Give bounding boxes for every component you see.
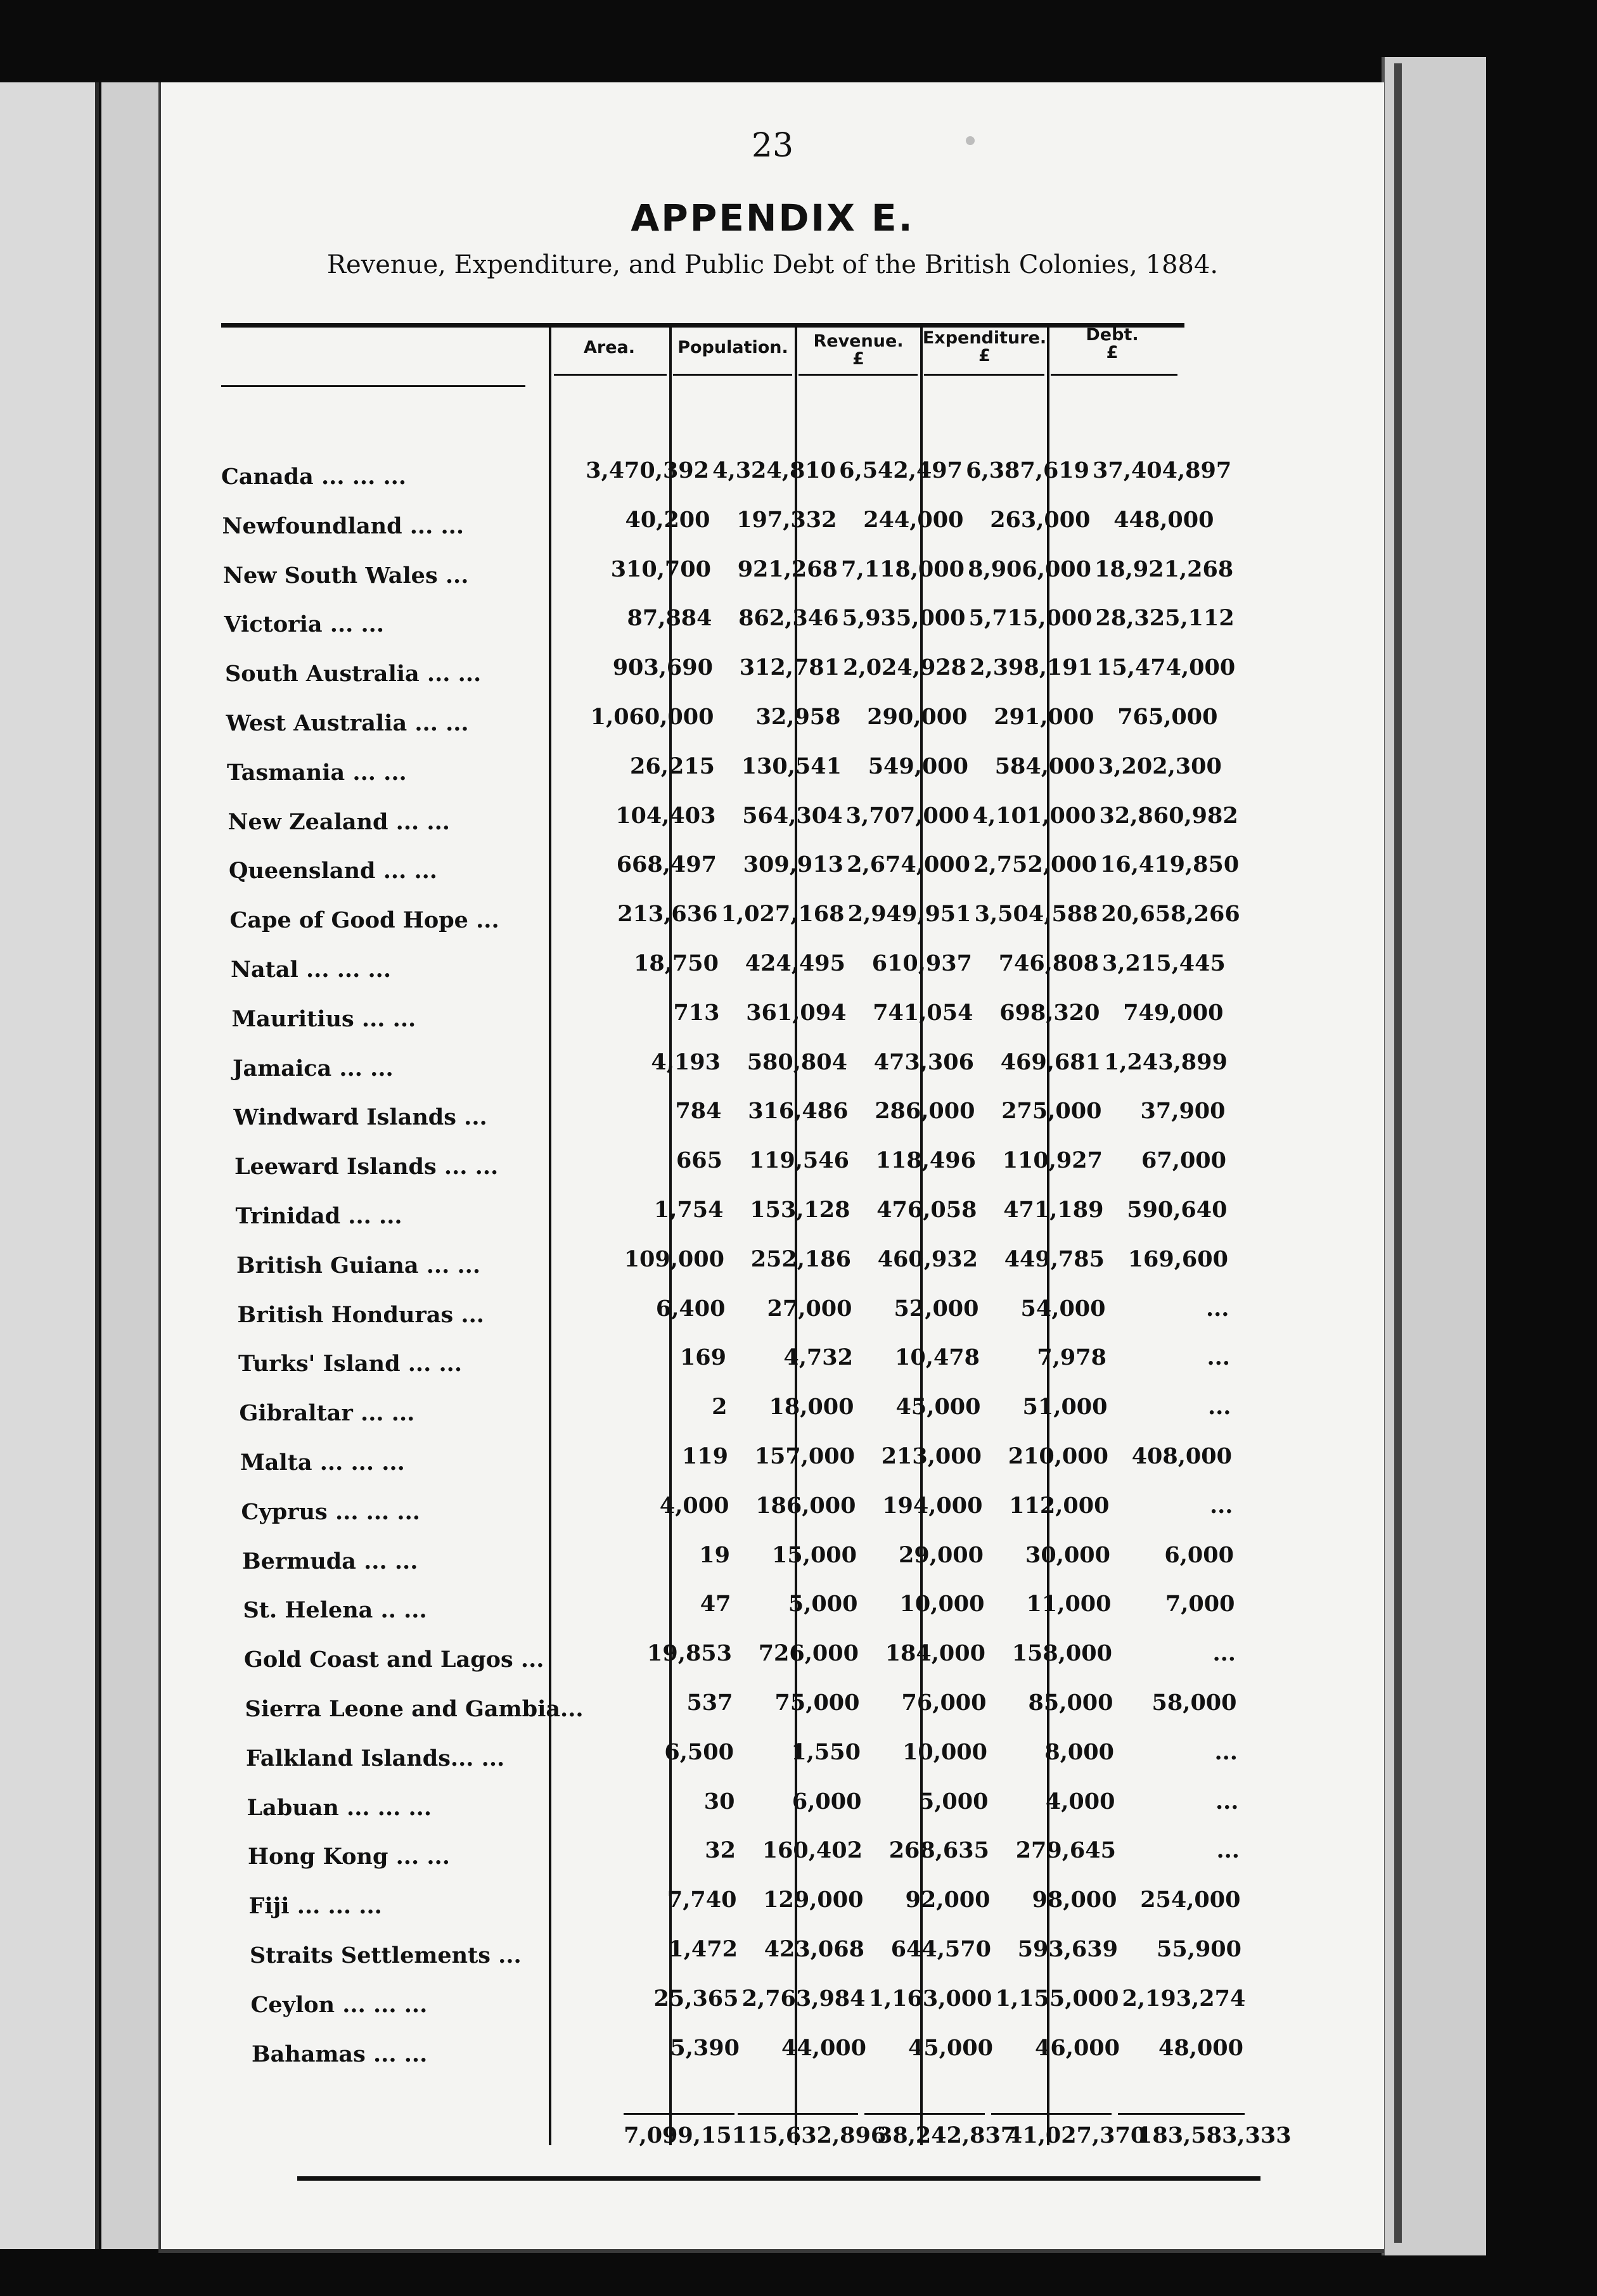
table-row	[227, 753, 1317, 803]
table-row	[241, 1493, 1331, 1542]
colony-area: 119	[681, 1443, 728, 1469]
table-row	[234, 1147, 1324, 1197]
colony-revenue: 549,000	[868, 753, 968, 779]
colony-debt: 67,000	[1141, 1147, 1226, 1174]
expenditure-header-label: Expenditure.	[922, 328, 1047, 348]
colony-revenue: 610,937	[871, 950, 972, 976]
table-row	[236, 1246, 1326, 1296]
colony-debt: ...	[1215, 1788, 1239, 1814]
colony-debt: 6,000	[1164, 1541, 1234, 1568]
colony-population: 75,000	[774, 1689, 860, 1716]
colony-population: 197,332	[736, 506, 837, 533]
table-row	[240, 1443, 1330, 1493]
colony-debt: 15,474,000	[1096, 654, 1236, 681]
page-binding-shadow	[1394, 63, 1402, 2243]
table-row	[224, 605, 1314, 654]
colony-revenue: 118,496	[875, 1147, 976, 1174]
colony-expenditure: 698,320	[999, 999, 1100, 1026]
colony-debt: 58,000	[1151, 1689, 1237, 1716]
colony-area: 1,472	[668, 1936, 738, 1962]
colony-expenditure: 210,000	[1008, 1443, 1108, 1469]
colony-debt: 37,900	[1140, 1098, 1226, 1125]
table-row	[246, 1739, 1336, 1789]
table-row	[238, 1344, 1328, 1394]
colony-debt: 448,000	[1113, 506, 1214, 533]
colony-area: 30	[703, 1788, 735, 1814]
colony-expenditure: 6,387,619	[966, 457, 1089, 483]
table-row	[245, 1690, 1335, 1739]
colony-name: Hong Kong ... ...	[248, 1844, 450, 1870]
table-row	[230, 901, 1320, 950]
colony-area: 4,193	[651, 1049, 721, 1075]
table-bottom-rule	[297, 2176, 1260, 2181]
colony-expenditure: 4,000	[1045, 1788, 1115, 1814]
colony-revenue: 92,000	[905, 1887, 991, 1913]
colony-revenue: 6,542,497	[839, 457, 963, 483]
colony-debt: 7,000	[1165, 1591, 1235, 1617]
colony-expenditure: 7,978	[1037, 1344, 1106, 1371]
colony-population: 2,763,984	[741, 1985, 866, 2012]
colony-debt: ...	[1205, 1295, 1229, 1322]
colony-name: Bermuda ... ...	[242, 1548, 418, 1574]
colony-population: 18,000	[769, 1394, 854, 1420]
header-rule-revenue	[798, 374, 918, 376]
colony-expenditure: 2,398,191	[970, 654, 1093, 681]
table-row	[226, 704, 1316, 753]
previous-page-edge	[0, 82, 99, 2249]
colony-name: Falkland Islands... ...	[246, 1745, 505, 1771]
colony-area: 18,750	[634, 950, 719, 976]
colony-expenditure: 158,000	[1011, 1640, 1112, 1667]
colony-expenditure: 4,101,000	[972, 802, 1096, 829]
colony-name: Cape of Good Hope ...	[229, 907, 499, 934]
colony-revenue: 244,000	[863, 506, 964, 533]
colony-area: 6,500	[664, 1738, 734, 1765]
colony-name: New South Wales ...	[223, 562, 469, 589]
column-header-debt	[1049, 326, 1176, 362]
colony-debt: ...	[1207, 1394, 1231, 1420]
colony-debt: 37,404,897	[1093, 457, 1232, 483]
colony-debt: 1,243,899	[1104, 1049, 1228, 1075]
table-row	[233, 1049, 1323, 1099]
colony-name: Victoria ... ...	[224, 611, 385, 638]
colony-revenue: 290,000	[867, 703, 968, 730]
colony-debt: 48,000	[1158, 2034, 1243, 2061]
colony-area: 3,470,392	[586, 457, 709, 483]
colony-expenditure: 54,000	[1020, 1295, 1106, 1322]
colony-debt: 28,325,112	[1095, 605, 1235, 632]
table-row	[221, 457, 1311, 507]
colony-area: 40,200	[625, 506, 710, 533]
colony-expenditure: 275,000	[1001, 1098, 1102, 1125]
colony-area: 7,740	[667, 1887, 737, 1913]
colony-name: Natal ... ... ...	[231, 956, 392, 983]
colony-name: Tasmania ... ...	[227, 759, 407, 786]
table-row	[225, 654, 1315, 704]
totals-row	[221, 2122, 1311, 2160]
colony-name: Queensland ... ...	[229, 858, 437, 884]
colony-revenue: 45,000	[908, 2034, 993, 2061]
colony-expenditure: 469,681	[1000, 1049, 1101, 1075]
colony-revenue: 52,000	[894, 1295, 979, 1322]
totals-rule-expenditure	[991, 2113, 1112, 2115]
colony-revenue: 10,478	[895, 1344, 980, 1371]
table-caption: Revenue, Expenditure, and Public Debt of the British Colonies, 1884.	[326, 250, 1219, 279]
colony-population: 157,000	[754, 1443, 855, 1469]
colony-area: 6,400	[655, 1295, 726, 1322]
colony-expenditure: 1,155,000	[995, 1985, 1119, 2012]
colony-debt: 20,658,266	[1101, 901, 1240, 928]
totals-rule-population	[738, 2113, 858, 2115]
colony-name: South Australia ... ...	[225, 661, 482, 687]
colony-population: 564,304	[742, 802, 843, 829]
colony-name: St. Helena .. ...	[243, 1597, 427, 1624]
colony-revenue: 2,024,928	[843, 654, 966, 681]
colony-name: Ceylon ... ... ...	[250, 1991, 428, 2018]
colony-name: Turks' Island ... ...	[238, 1351, 463, 1377]
colony-name: West Australia ... ...	[226, 710, 469, 736]
colony-revenue: 76,000	[901, 1689, 987, 1716]
colony-expenditure: 5,715,000	[968, 605, 1093, 632]
population-header-label: Population.	[677, 338, 788, 357]
colony-revenue: 286,000	[875, 1098, 975, 1125]
colony-population: 862,346	[738, 605, 839, 632]
column-header-revenue	[797, 333, 920, 369]
total-debt: 183,583,333	[1137, 2122, 1292, 2148]
colony-revenue: 45,000	[895, 1394, 981, 1420]
paper-blemish	[966, 136, 975, 145]
colony-population: 5,000	[788, 1591, 858, 1617]
total-area: 7,099,151	[624, 2122, 747, 2148]
colony-revenue: 5,935,000	[842, 605, 966, 632]
colony-population: 580,804	[747, 1049, 847, 1075]
colony-debt: 32,860,982	[1099, 802, 1238, 829]
colony-area: 213,636	[617, 901, 718, 928]
area-header-label: Area.	[584, 338, 635, 357]
colony-expenditure: 2,752,000	[973, 851, 1097, 878]
colony-revenue: 2,949,951	[847, 901, 972, 928]
total-expenditure: 41,027,370	[1007, 2122, 1146, 2148]
colony-population: 424,495	[745, 950, 845, 976]
colony-population: 153,128	[750, 1196, 850, 1223]
previous-page-margin	[101, 82, 158, 2249]
colony-area: 87,884	[627, 605, 712, 632]
colony-revenue: 10,000	[902, 1738, 987, 1765]
colony-revenue: 29,000	[899, 1541, 984, 1568]
colony-revenue: 213,000	[881, 1443, 982, 1469]
table-top-rule	[221, 323, 1184, 328]
colony-name: Gibraltar ... ...	[239, 1400, 415, 1427]
colony-revenue: 2,674,000	[847, 851, 970, 878]
colony-revenue: 7,118,000	[841, 556, 965, 582]
colony-revenue: 10,000	[899, 1591, 985, 1617]
table-row	[248, 1837, 1338, 1887]
colony-population: 361,094	[746, 999, 847, 1026]
colony-expenditure: 11,000	[1026, 1591, 1112, 1617]
colony-expenditure: 746,808	[998, 950, 1099, 976]
colony-area: 5,390	[670, 2034, 740, 2061]
colony-name: Trinidad ... ...	[235, 1202, 402, 1229]
column-header-population	[671, 339, 795, 357]
table-row	[234, 1098, 1324, 1147]
colony-revenue: 194,000	[882, 1492, 983, 1519]
colony-area: 4,000	[659, 1492, 729, 1519]
colony-expenditure: 85,000	[1028, 1689, 1113, 1716]
name-column-rule	[221, 385, 525, 387]
colony-name: Canada ... ... ...	[221, 464, 407, 490]
totals-rule-area	[624, 2113, 734, 2115]
colony-population: 32,958	[755, 703, 841, 730]
colony-name: Gold Coast and Lagos ...	[244, 1647, 544, 1673]
colony-area: 32	[705, 1837, 736, 1864]
colony-name: Cyprus ... ... ...	[241, 1498, 420, 1525]
header-rule-area	[554, 374, 667, 376]
colony-debt: ...	[1212, 1640, 1236, 1667]
header-rule-expenditure	[924, 374, 1044, 376]
table-row	[252, 2035, 1342, 2084]
colony-name: Malta ... ... ...	[240, 1449, 405, 1476]
colony-population: 119,546	[748, 1147, 849, 1174]
colony-debt: 2,193,274	[1122, 1985, 1246, 2012]
header-rule-population	[673, 374, 792, 376]
colony-area: 2	[712, 1394, 728, 1420]
colony-expenditure: 46,000	[1035, 2034, 1120, 2061]
table-row	[243, 1591, 1333, 1640]
table-row	[236, 1197, 1326, 1246]
table-row	[250, 1936, 1340, 1986]
column-header-expenditure	[922, 329, 1047, 366]
colony-population: 726,000	[758, 1640, 859, 1667]
colony-area: 665	[676, 1147, 722, 1174]
table-row	[228, 803, 1318, 852]
table-row	[232, 1000, 1322, 1049]
table-row	[229, 851, 1319, 901]
colony-revenue: 644,570	[890, 1936, 991, 1962]
colony-area: 26,215	[630, 753, 715, 779]
totals-rule-revenue	[864, 2113, 985, 2115]
colony-area: 537	[686, 1689, 733, 1716]
total-revenue: 38,242,837	[877, 2122, 1017, 2148]
colony-expenditure: 8,906,000	[968, 556, 1091, 582]
colony-expenditure: 110,927	[1002, 1147, 1103, 1174]
table-row	[222, 507, 1312, 556]
table-row	[223, 556, 1313, 606]
table-row	[247, 1789, 1337, 1838]
colony-area: 668,497	[616, 851, 717, 878]
colony-debt: 765,000	[1117, 703, 1218, 730]
colony-expenditure: 8,000	[1044, 1738, 1114, 1765]
colony-debt: 408,000	[1131, 1443, 1232, 1469]
colony-expenditure: 449,785	[1004, 1246, 1105, 1272]
colony-name: Newfoundland ... ...	[222, 513, 465, 539]
colony-expenditure: 263,000	[990, 506, 1091, 533]
colony-revenue: 268,635	[888, 1837, 989, 1864]
colony-name: Fiji ... ... ...	[248, 1893, 382, 1920]
table-row	[251, 1986, 1341, 2035]
colony-population: 1,550	[791, 1738, 861, 1765]
colony-name: New Zealand ... ...	[228, 808, 450, 835]
colony-debt: 254,000	[1140, 1887, 1241, 1913]
colony-population: 1,027,168	[721, 901, 845, 928]
colony-area: 1,060,000	[590, 703, 714, 730]
colony-population: 186,000	[755, 1492, 856, 1519]
colony-revenue: 460,932	[877, 1246, 978, 1272]
colony-expenditure: 584,000	[994, 753, 1095, 779]
totals-rule-debt	[1118, 2113, 1245, 2115]
colony-population: 312,781	[739, 654, 840, 681]
appendix-title: APPENDIX E.	[631, 196, 914, 239]
revenue-unit-label: £	[852, 349, 864, 369]
colony-area: 169	[679, 1344, 726, 1371]
colony-name: Bahamas ... ...	[252, 2041, 428, 2067]
colony-name: Windward Islands ...	[233, 1104, 487, 1131]
colony-population: 4,324,810	[712, 457, 836, 483]
colony-debt: 16,419,850	[1100, 851, 1240, 878]
colony-name: Straits Settlements ...	[250, 1942, 522, 1968]
table-row	[249, 1887, 1339, 1936]
colony-expenditure: 3,504,588	[974, 901, 1098, 928]
colony-area: 310,700	[610, 556, 711, 582]
colony-population: 309,913	[743, 851, 843, 878]
colony-revenue: 476,058	[876, 1196, 977, 1223]
colony-population: 15,000	[772, 1541, 857, 1568]
colony-population: 921,268	[737, 556, 838, 582]
colony-name: Labuan ... ... ...	[247, 1794, 432, 1821]
table-row	[242, 1542, 1332, 1591]
colony-population: 316,486	[748, 1098, 849, 1125]
colony-area: 109,000	[624, 1246, 724, 1272]
table-row	[240, 1394, 1330, 1443]
colony-area: 104,403	[615, 802, 716, 829]
colony-population: 252,186	[750, 1246, 851, 1272]
colony-expenditure: 98,000	[1032, 1887, 1117, 1913]
colony-area: 47	[700, 1591, 731, 1617]
colony-population: 130,541	[741, 753, 842, 779]
colony-expenditure: 112,000	[1009, 1492, 1110, 1519]
colony-expenditure: 279,645	[1015, 1837, 1116, 1864]
colony-revenue: 741,054	[873, 999, 973, 1026]
colony-debt: 169,600	[1127, 1246, 1228, 1272]
page-number: 23	[751, 127, 794, 165]
colony-debt: 749,000	[1123, 999, 1224, 1026]
debt-header-label: Debt.	[1086, 325, 1139, 345]
colony-name: British Guiana ... ...	[236, 1252, 481, 1279]
colony-debt: 3,215,445	[1102, 950, 1226, 976]
colony-area: 1,754	[653, 1196, 724, 1223]
colony-area: 784	[675, 1098, 722, 1125]
colony-expenditure: 593,639	[1017, 1936, 1118, 1962]
colony-name: Mauritius ... ...	[231, 1005, 416, 1032]
colony-population: 129,000	[763, 1887, 864, 1913]
colony-area: 25,365	[653, 1985, 739, 2012]
colony-revenue: 184,000	[885, 1640, 985, 1667]
colony-revenue: 473,306	[873, 1049, 974, 1075]
expenditure-unit-label: £	[978, 346, 991, 366]
table-row	[238, 1296, 1328, 1345]
colony-population: 160,402	[762, 1837, 863, 1864]
colony-expenditure: 51,000	[1022, 1394, 1108, 1420]
table-row	[244, 1640, 1334, 1690]
colony-name: Jamaica ... ...	[233, 1055, 394, 1081]
colony-population: 6,000	[792, 1788, 862, 1814]
debt-unit-label: £	[1106, 343, 1119, 363]
colony-revenue: 1,163,000	[868, 1985, 992, 2012]
colony-debt: 55,900	[1157, 1936, 1241, 1962]
colony-area: 903,690	[612, 654, 713, 681]
colonies-table	[221, 457, 1311, 2084]
colony-population: 27,000	[767, 1295, 852, 1322]
colony-population: 4,732	[783, 1344, 853, 1371]
column-header-area	[551, 339, 668, 357]
colony-population: 423,068	[764, 1936, 864, 1962]
colony-debt: 3,202,300	[1098, 753, 1222, 779]
colony-expenditure: 291,000	[994, 703, 1094, 730]
colony-name: Leeward Islands ... ...	[234, 1154, 499, 1180]
colony-population: 44,000	[781, 2034, 866, 2061]
revenue-header-label: Revenue.	[813, 331, 904, 351]
colony-name: British Honduras ...	[237, 1301, 484, 1328]
colony-expenditure: 471,189	[1003, 1196, 1104, 1223]
header-rule-debt	[1051, 374, 1177, 376]
colony-debt: 18,921,268	[1094, 556, 1234, 582]
colony-expenditure: 30,000	[1025, 1541, 1110, 1568]
colony-name: Sierra Leone and Gambia...	[245, 1695, 584, 1722]
colony-debt: ...	[1209, 1492, 1233, 1519]
colony-area: 19	[699, 1541, 730, 1568]
document-page	[158, 82, 1384, 2253]
total-population: 15,632,896	[747, 2122, 887, 2148]
colony-debt: ...	[1214, 1738, 1238, 1765]
colony-revenue: 5,000	[918, 1788, 989, 1814]
colony-revenue: 3,707,000	[845, 802, 970, 829]
colony-debt: 590,640	[1127, 1196, 1228, 1223]
colony-area: 19,853	[647, 1640, 732, 1667]
colony-debt: ...	[1207, 1344, 1230, 1371]
colony-area: 713	[673, 999, 720, 1026]
colony-debt: ...	[1216, 1837, 1240, 1864]
table-row	[231, 950, 1321, 1000]
